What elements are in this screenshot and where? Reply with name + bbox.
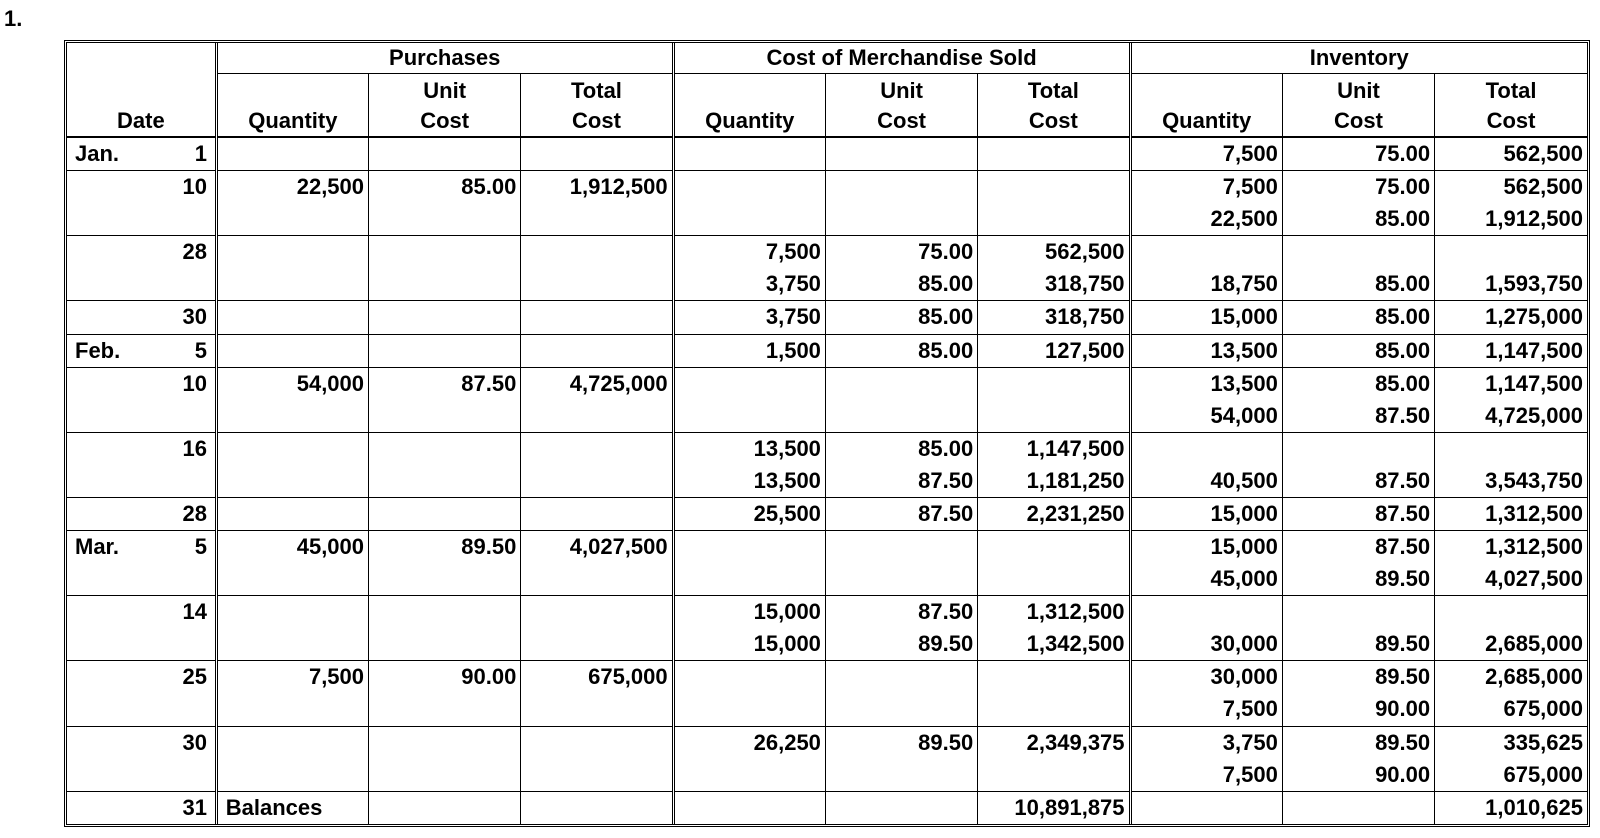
table-row	[67, 171, 1587, 204]
inventory-quantity-cell	[1130, 791, 1282, 824]
purchases-total-cost-cell	[521, 563, 673, 596]
inventory-quantity-cell: 7,500	[1130, 759, 1282, 792]
inventory-quantity-cell: 7,500	[1130, 693, 1282, 726]
purchases-unit-cost-cell	[369, 791, 521, 824]
purchases-total-cost-cell	[521, 137, 673, 171]
purchases-unit-cost-cell	[369, 400, 521, 433]
inventory-unit-cost-cell	[1282, 596, 1434, 629]
inventory-total-cost-cell: 2,685,000	[1435, 661, 1587, 694]
purchases-quantity-cell	[216, 268, 368, 301]
table-row	[67, 563, 1587, 596]
cogs-total-cost-cell: 10,891,875	[978, 791, 1130, 824]
purchases-total-cost-cell: 4,027,500	[521, 531, 673, 564]
table-row	[67, 791, 1587, 824]
table-row	[67, 301, 1587, 334]
inventory-total-cost-cell: 4,725,000	[1435, 400, 1587, 433]
inventory-unit-cost-cell: 89.50	[1282, 726, 1434, 759]
purchases-unit-cost-cell	[369, 693, 521, 726]
inventory-quantity-cell: 7,500	[1130, 137, 1282, 171]
inventory-quantity-cell	[1130, 236, 1282, 269]
purchases-quantity-cell	[216, 400, 368, 433]
purchases-total-cost-cell: 1,912,500	[521, 171, 673, 204]
cogs-unit-cost-cell	[825, 203, 977, 236]
inventory-quantity-cell: 15,000	[1130, 301, 1282, 334]
purchases-quantity-cell	[216, 236, 368, 269]
inventory-ledger	[64, 40, 1590, 827]
purchases-quantity-header: Quantity	[216, 74, 368, 138]
inventory-unit-cost-cell: 85.00	[1282, 367, 1434, 400]
cogs-quantity-cell	[673, 791, 825, 824]
purchases-total-cost-cell	[521, 693, 673, 726]
purchases-unit-cost-cell	[369, 465, 521, 498]
table-row	[67, 367, 1587, 400]
date-cell	[67, 628, 216, 661]
purchases-unit-cost-cell	[369, 497, 521, 530]
inventory-unit-cost-cell: 75.00	[1282, 171, 1434, 204]
cogs-total-cost-cell: 2,349,375	[978, 726, 1130, 759]
purchases-total-cost-cell: 4,725,000	[521, 367, 673, 400]
cogs-quantity-cell	[673, 693, 825, 726]
cogs-total-cost-cell: 1,181,250	[978, 465, 1130, 498]
purchases-unit-cost-cell: 89.50	[369, 531, 521, 564]
inventory-total-cost-cell	[1435, 432, 1587, 465]
date-cell: 28	[67, 497, 216, 530]
date-cell: 30	[67, 726, 216, 759]
purchases-quantity-cell: 22,500	[216, 171, 368, 204]
inventory-unit-cost-cell: 85.00	[1282, 301, 1434, 334]
cogs-unit-cost-cell	[825, 693, 977, 726]
inventory-total-cost-cell: 1,147,500	[1435, 334, 1587, 367]
purchases-total-cost-cell	[521, 334, 673, 367]
inventory-unit-cost-cell: 85.00	[1282, 334, 1434, 367]
date-cell: 28	[67, 236, 216, 269]
cogs-quantity-cell	[673, 531, 825, 564]
inventory-quantity-cell: 54,000	[1130, 400, 1282, 433]
purchases-quantity-cell	[216, 563, 368, 596]
cogs-unit-cost-cell: 85.00	[825, 301, 977, 334]
inventory-quantity-cell: 15,000	[1130, 531, 1282, 564]
table-row	[67, 531, 1587, 564]
purchases-quantity-cell	[216, 465, 368, 498]
table-row	[67, 400, 1587, 433]
inventory-total-cost-cell: 1,275,000	[1435, 301, 1587, 334]
cogs-unit-cost-cell	[825, 791, 977, 824]
purchases-header: Purchases	[216, 43, 673, 74]
cogs-total-cost-header: Total Cost	[978, 74, 1130, 138]
purchases-quantity-cell	[216, 203, 368, 236]
inventory-total-cost-cell: 675,000	[1435, 759, 1587, 792]
cogs-quantity-cell: 13,500	[673, 465, 825, 498]
inventory-unit-cost-cell: 89.50	[1282, 628, 1434, 661]
inventory-total-cost-cell: 1,312,500	[1435, 531, 1587, 564]
cogs-total-cost-cell	[978, 203, 1130, 236]
purchases-unit-cost-cell	[369, 726, 521, 759]
table-row	[67, 693, 1587, 726]
cogs-quantity-cell: 3,750	[673, 301, 825, 334]
purchases-total-cost-cell	[521, 628, 673, 661]
cogs-total-cost-cell: 1,312,500	[978, 596, 1130, 629]
inventory-unit-cost-cell: 87.50	[1282, 497, 1434, 530]
purchases-unit-cost-cell: 85.00	[369, 171, 521, 204]
table-row	[67, 759, 1587, 792]
purchases-unit-cost-cell	[369, 759, 521, 792]
cogs-quantity-cell: 13,500	[673, 432, 825, 465]
purchases-total-cost-cell: 675,000	[521, 661, 673, 694]
cost-of-merchandise-sold-header: Cost of Merchandise Sold	[673, 43, 1130, 74]
purchases-unit-cost-cell	[369, 596, 521, 629]
cogs-quantity-cell: 15,000	[673, 596, 825, 629]
purchases-total-cost-cell	[521, 726, 673, 759]
purchases-unit-cost-cell	[369, 334, 521, 367]
inventory-unit-cost-cell	[1282, 791, 1434, 824]
date-cell	[67, 759, 216, 792]
purchases-unit-cost-cell	[369, 236, 521, 269]
inventory-unit-cost-cell: 85.00	[1282, 203, 1434, 236]
inventory-quantity-cell: 7,500	[1130, 171, 1282, 204]
cogs-quantity-cell: 25,500	[673, 497, 825, 530]
inventory-quantity-cell: 22,500	[1130, 203, 1282, 236]
inventory-unit-cost-cell: 89.50	[1282, 563, 1434, 596]
date-cell: 16	[67, 432, 216, 465]
purchases-total-cost-cell	[521, 791, 673, 824]
cogs-quantity-cell	[673, 759, 825, 792]
purchases-quantity-cell	[216, 726, 368, 759]
date-cell: Feb. 5	[67, 334, 216, 367]
cogs-total-cost-cell	[978, 693, 1130, 726]
purchases-unit-cost-cell: 87.50	[369, 367, 521, 400]
cogs-quantity-cell: 7,500	[673, 236, 825, 269]
inventory-total-cost-cell: 335,625	[1435, 726, 1587, 759]
inventory-unit-cost-header: Unit Cost	[1282, 74, 1434, 138]
purchases-quantity-cell	[216, 596, 368, 629]
inventory-unit-cost-cell: 89.50	[1282, 661, 1434, 694]
cogs-total-cost-cell	[978, 137, 1130, 171]
cogs-unit-cost-cell	[825, 137, 977, 171]
date-header: Date	[67, 43, 216, 137]
cogs-quantity-header: Quantity	[673, 74, 825, 138]
purchases-quantity-cell	[216, 301, 368, 334]
date-cell: 10	[67, 171, 216, 204]
inventory-quantity-cell: 45,000	[1130, 563, 1282, 596]
cogs-quantity-cell: 3,750	[673, 268, 825, 301]
table-row	[67, 268, 1587, 301]
date-cell: 31	[67, 791, 216, 824]
cogs-unit-cost-cell: 85.00	[825, 432, 977, 465]
purchases-unit-cost-cell	[369, 563, 521, 596]
purchases-total-cost-cell	[521, 432, 673, 465]
cogs-unit-cost-cell: 87.50	[825, 596, 977, 629]
purchases-total-cost-cell	[521, 759, 673, 792]
cogs-quantity-cell	[673, 400, 825, 433]
date-cell: Jan. 1	[75, 141, 207, 167]
inventory-quantity-cell: 30,000	[1130, 661, 1282, 694]
inventory-total-cost-cell: 1,593,750	[1435, 268, 1587, 301]
inventory-unit-cost-cell: 90.00	[1282, 759, 1434, 792]
inventory-quantity-cell: 18,750	[1130, 268, 1282, 301]
purchases-total-cost-cell	[521, 301, 673, 334]
cogs-unit-cost-cell: 85.00	[825, 334, 977, 367]
date-cell	[67, 268, 216, 301]
cogs-total-cost-cell: 318,750	[978, 301, 1130, 334]
purchases-unit-cost-cell	[369, 301, 521, 334]
inventory-total-cost-cell: 3,543,750	[1435, 465, 1587, 498]
purchases-total-cost-cell	[521, 400, 673, 433]
purchases-quantity-cell	[216, 693, 368, 726]
inventory-total-cost-cell: 562,500	[1435, 137, 1587, 171]
date-cell	[67, 465, 216, 498]
cogs-total-cost-cell: 1,342,500	[978, 628, 1130, 661]
cogs-total-cost-cell	[978, 171, 1130, 204]
purchases-unit-cost-cell	[369, 432, 521, 465]
table-row	[67, 334, 1587, 367]
date-cell: 25	[67, 661, 216, 694]
table-row	[67, 726, 1587, 759]
purchases-unit-cost-cell	[369, 203, 521, 236]
inventory-total-cost-cell: 562,500	[1435, 171, 1587, 204]
purchases-total-cost-cell	[521, 465, 673, 498]
cogs-quantity-cell: 1,500	[673, 334, 825, 367]
cogs-unit-cost-cell	[825, 171, 977, 204]
purchases-quantity-cell	[216, 628, 368, 661]
date-cell	[67, 400, 216, 433]
cogs-total-cost-cell	[978, 661, 1130, 694]
inventory-quantity-cell: 15,000	[1130, 497, 1282, 530]
cogs-total-cost-cell: 2,231,250	[978, 497, 1130, 530]
date-cell: 30	[67, 301, 216, 334]
inventory-total-cost-cell: 1,312,500	[1435, 497, 1587, 530]
inventory-header: Inventory	[1130, 43, 1587, 74]
purchases-total-cost-cell	[521, 596, 673, 629]
inventory-quantity-cell	[1130, 432, 1282, 465]
inventory-quantity-header: Quantity	[1130, 74, 1282, 138]
date-cell	[67, 693, 216, 726]
cogs-unit-cost-cell	[825, 661, 977, 694]
date-cell	[67, 563, 216, 596]
cogs-quantity-cell	[673, 563, 825, 596]
cogs-quantity-cell	[673, 137, 825, 171]
purchases-quantity-cell	[216, 334, 368, 367]
cogs-unit-cost-cell	[825, 531, 977, 564]
inventory-total-cost-cell: 675,000	[1435, 693, 1587, 726]
inventory-unit-cost-cell: 87.50	[1282, 531, 1434, 564]
cogs-unit-cost-cell	[825, 563, 977, 596]
inventory-quantity-cell	[1130, 596, 1282, 629]
cogs-unit-cost-cell: 75.00	[825, 236, 977, 269]
cogs-total-cost-cell: 1,147,500	[978, 432, 1130, 465]
cogs-unit-cost-cell: 87.50	[825, 465, 977, 498]
purchases-unit-cost-cell	[369, 628, 521, 661]
cogs-unit-cost-cell	[825, 400, 977, 433]
inventory-quantity-cell: 40,500	[1130, 465, 1282, 498]
cogs-total-cost-cell: 318,750	[978, 268, 1130, 301]
table-row	[67, 661, 1587, 694]
purchases-total-cost-cell	[521, 203, 673, 236]
cogs-unit-cost-cell	[825, 367, 977, 400]
purchases-quantity-cell: 54,000	[216, 367, 368, 400]
inventory-total-cost-header: Total Cost	[1435, 74, 1587, 138]
cogs-unit-cost-header: Unit Cost	[825, 74, 977, 138]
purchases-quantity-cell: 45,000	[216, 531, 368, 564]
purchases-quantity-cell	[216, 759, 368, 792]
purchases-unit-cost-cell	[369, 137, 521, 171]
purchases-unit-cost-header: Unit Cost	[369, 74, 521, 138]
ledger-table	[67, 43, 1587, 824]
purchases-unit-cost-cell: 90.00	[369, 661, 521, 694]
table-row	[67, 497, 1587, 530]
inventory-unit-cost-cell: 87.50	[1282, 400, 1434, 433]
inventory-total-cost-cell: 1,912,500	[1435, 203, 1587, 236]
inventory-total-cost-cell: 1,147,500	[1435, 367, 1587, 400]
inventory-unit-cost-cell: 87.50	[1282, 465, 1434, 498]
inventory-total-cost-cell	[1435, 596, 1587, 629]
table-row	[67, 137, 1587, 171]
problem-number: 1.	[4, 6, 23, 31]
date-cell	[67, 203, 216, 236]
cogs-unit-cost-cell: 87.50	[825, 497, 977, 530]
inventory-unit-cost-cell	[1282, 432, 1434, 465]
cogs-total-cost-cell: 562,500	[978, 236, 1130, 269]
table-row	[67, 628, 1587, 661]
inventory-total-cost-cell: 2,685,000	[1435, 628, 1587, 661]
table-row	[67, 203, 1587, 236]
purchases-total-cost-cell	[521, 497, 673, 530]
purchases-unit-cost-cell	[369, 268, 521, 301]
cogs-quantity-cell	[673, 171, 825, 204]
date-cell: Mar. 5	[67, 531, 216, 564]
purchases-total-cost-header: Total Cost	[521, 74, 673, 138]
cogs-unit-cost-cell: 89.50	[825, 628, 977, 661]
purchases-quantity-cell	[216, 432, 368, 465]
purchases-quantity-cell	[216, 137, 368, 171]
inventory-unit-cost-cell: 85.00	[1282, 268, 1434, 301]
inventory-unit-cost-cell: 75.00	[1282, 137, 1434, 171]
inventory-total-cost-cell: 1,010,625	[1435, 791, 1587, 824]
inventory-unit-cost-cell	[1282, 236, 1434, 269]
cogs-total-cost-cell: 127,500	[978, 334, 1130, 367]
table-row	[67, 596, 1587, 629]
cogs-total-cost-cell	[978, 367, 1130, 400]
cogs-total-cost-cell	[978, 531, 1130, 564]
purchases-quantity-cell: 7,500	[216, 661, 368, 694]
purchases-quantity-cell	[216, 497, 368, 530]
table-row	[67, 432, 1587, 465]
cogs-unit-cost-cell: 85.00	[825, 268, 977, 301]
purchases-total-cost-cell	[521, 268, 673, 301]
cogs-total-cost-cell	[978, 759, 1130, 792]
cogs-quantity-cell: 26,250	[673, 726, 825, 759]
cogs-unit-cost-cell: 89.50	[825, 726, 977, 759]
inventory-quantity-cell: 13,500	[1130, 334, 1282, 367]
inventory-total-cost-cell	[1435, 236, 1587, 269]
cogs-quantity-cell	[673, 203, 825, 236]
inventory-quantity-cell: 13,500	[1130, 367, 1282, 400]
cogs-quantity-cell	[673, 367, 825, 400]
cogs-quantity-cell	[673, 661, 825, 694]
cogs-unit-cost-cell	[825, 759, 977, 792]
cogs-total-cost-cell	[978, 563, 1130, 596]
cogs-total-cost-cell	[978, 400, 1130, 433]
cogs-quantity-cell: 15,000	[673, 628, 825, 661]
table-row	[67, 236, 1587, 269]
inventory-quantity-cell: 30,000	[1130, 628, 1282, 661]
table-row	[67, 465, 1587, 498]
purchases-quantity-cell: Balances	[216, 791, 368, 824]
date-cell: 10	[67, 367, 216, 400]
inventory-unit-cost-cell: 90.00	[1282, 693, 1434, 726]
date-cell: 14	[67, 596, 216, 629]
purchases-total-cost-cell	[521, 236, 673, 269]
inventory-quantity-cell: 3,750	[1130, 726, 1282, 759]
inventory-total-cost-cell: 4,027,500	[1435, 563, 1587, 596]
